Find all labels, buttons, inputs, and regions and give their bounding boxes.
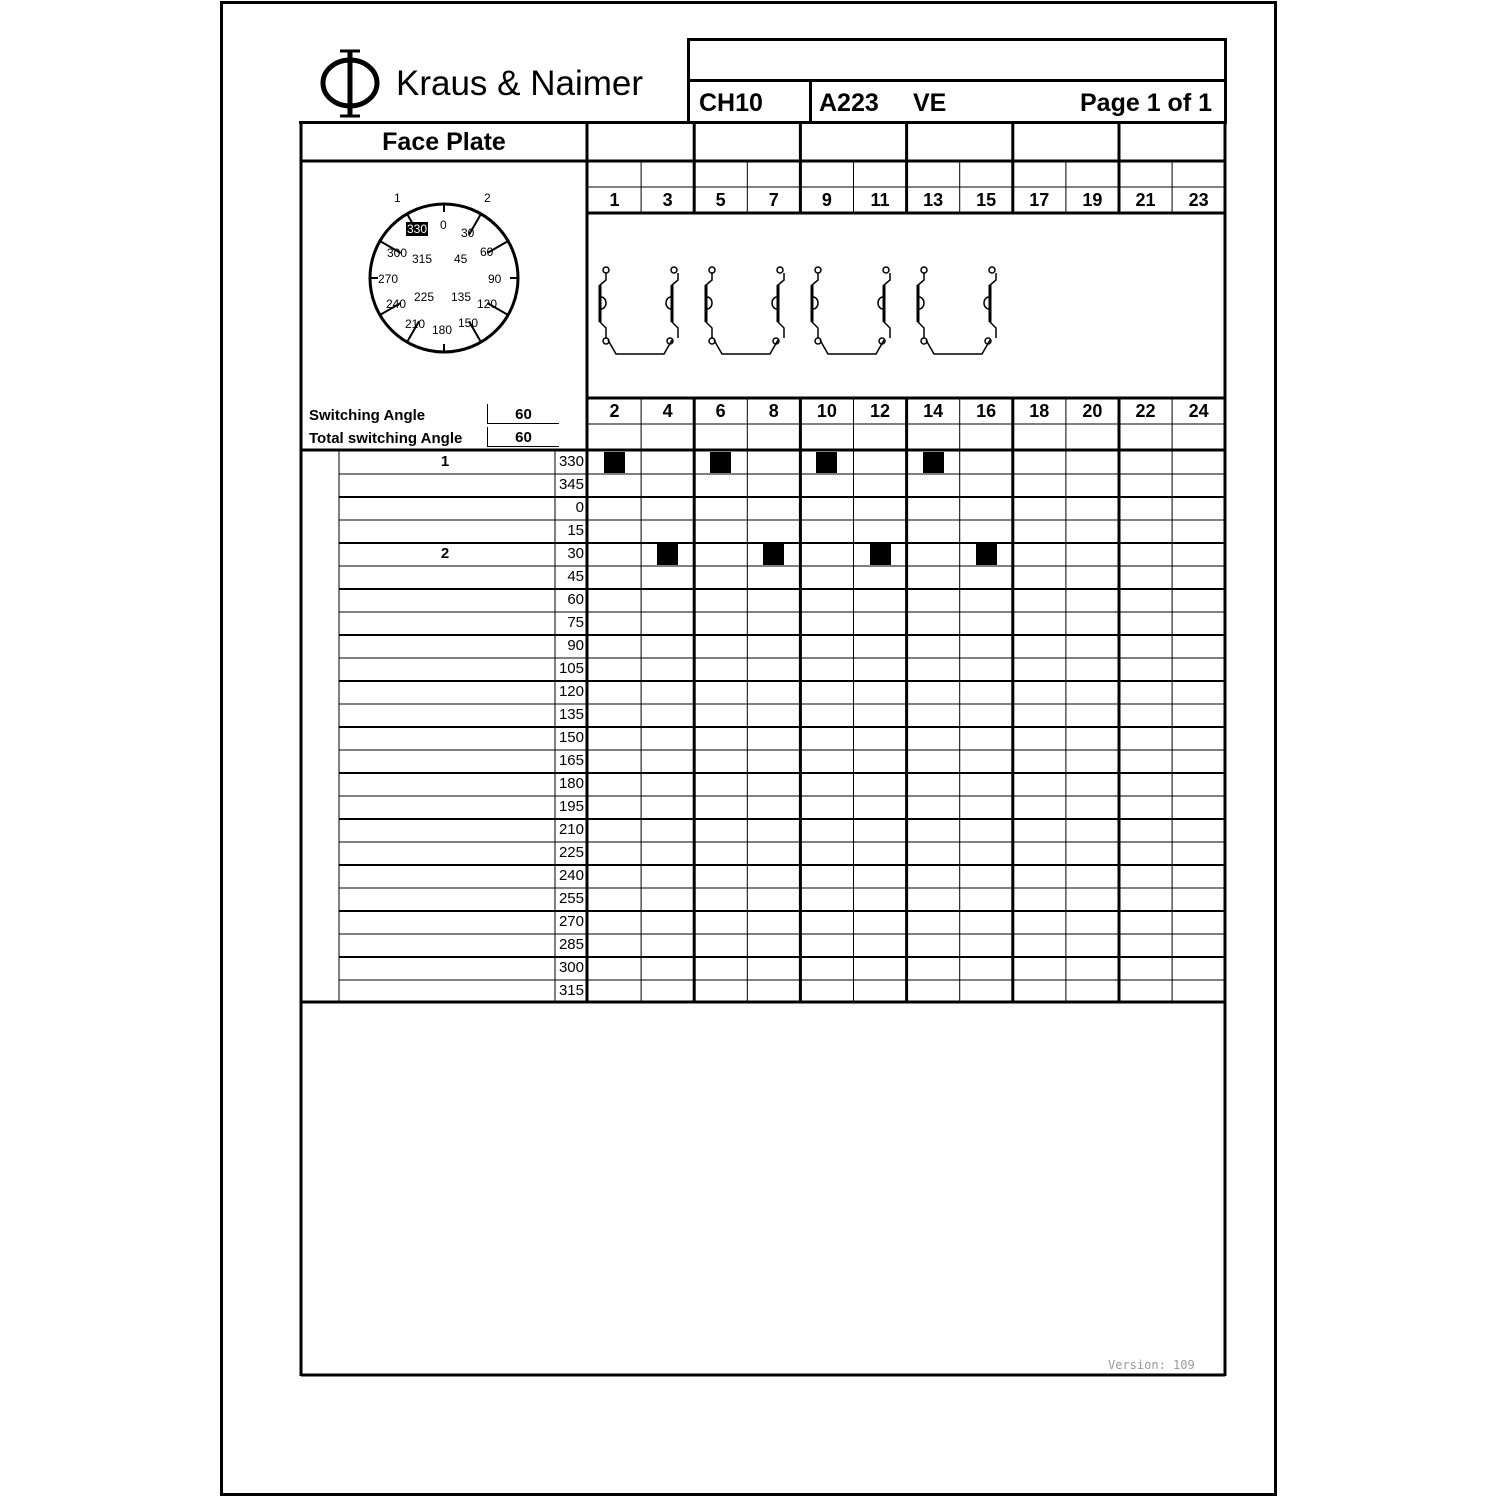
dial-angle-label: 315 [412,252,433,266]
terminal-top-9: 9 [821,190,832,210]
position-angle: 150 [558,729,584,746]
terminal-top-13: 13 [923,190,944,210]
terminal-bottom-14: 14 [923,401,944,421]
total-switching-angle-label: Total switching Angle [309,430,463,447]
dial-angle-label: 300 [387,246,408,260]
position-angle: 195 [558,798,584,815]
terminal-top-23: 23 [1188,190,1209,210]
closed-contact-mark [604,452,625,473]
dial-angle-label: 150 [458,316,479,330]
closed-contact-mark [763,544,784,565]
dial-labels [360,185,530,360]
contact-symbol [600,267,678,354]
terminal-top-11: 11 [870,190,890,210]
position-angle: 285 [558,936,584,953]
header-code-ve: VE [913,89,947,117]
dial-angle-label: 270 [378,272,399,286]
dial-angle-label: 135 [451,290,472,304]
closed-contact-mark [657,544,678,565]
terminal-top-3: 3 [662,190,673,210]
position-angle: 225 [558,844,584,861]
dial-angle-label: 180 [432,323,453,337]
dial-angle-label: 90 [488,272,502,286]
position-angle: 330 [558,453,584,470]
terminal-top-7: 7 [768,190,779,210]
version-label: Version: 109 [1108,1358,1195,1372]
position-angle: 135 [558,706,584,723]
terminal-bottom-6: 6 [715,401,726,421]
face-plate-title: Face Plate [382,128,506,156]
dial-angle-label: 240 [386,297,407,311]
position-angle: 270 [558,913,584,930]
dial-angle-label: 330 [407,222,428,236]
terminal-bottom-16: 16 [976,401,997,421]
dial-angle-label: 45 [454,252,468,266]
brand-name: Kraus & Naimer [396,64,644,103]
terminal-top-17: 17 [1029,190,1050,210]
position-angle: 15 [567,522,584,539]
position-angle: 345 [558,476,584,493]
terminal-top-15: 15 [976,190,997,210]
closed-contact-mark [816,452,837,473]
terminal-bottom-10: 10 [816,401,837,421]
position-label: 2 [440,545,450,562]
total-switching-angle-value: 60 [487,427,559,447]
terminal-bottom-24: 24 [1188,401,1209,421]
dial-angle-label: 210 [405,317,426,331]
terminal-bottom-18: 18 [1029,401,1050,421]
position-angle: 30 [567,545,584,562]
terminal-bottom-2: 2 [609,401,620,421]
position-angle: 90 [567,637,584,654]
header-code-a: A223 [819,89,879,117]
contact-symbol [812,267,890,354]
dial-angle-label: 120 [477,297,498,311]
terminal-bottom-20: 20 [1082,401,1103,421]
position-angle: 105 [558,660,584,677]
terminal-top-5: 5 [715,190,726,210]
position-angle: 180 [558,775,584,792]
dial-position-label: 1 [394,191,401,205]
position-angle: 210 [558,821,584,838]
dial-angle-label: 0 [440,218,447,232]
switching-angle-label: Switching Angle [309,407,426,424]
terminal-bottom-8: 8 [768,401,779,421]
terminal-bottom-4: 4 [662,401,673,421]
closed-contact-mark [976,544,997,565]
terminal-bottom-12: 12 [869,401,891,421]
terminal-top-1: 1 [609,190,620,210]
closed-contact-mark [710,452,731,473]
position-angle: 315 [558,982,584,999]
position-angle: 75 [567,614,584,631]
closed-contact-mark [923,452,944,473]
position-angle: 60 [567,591,584,608]
dial-angle-label: 30 [461,226,475,240]
terminal-top-19: 19 [1082,190,1103,210]
position-angle: 165 [558,752,584,769]
position-angle: 0 [575,499,584,516]
position-angle: 300 [558,959,584,976]
position-angle: 45 [567,568,584,585]
contact-symbol [706,267,784,354]
header-page: Page 1 of 1 [1080,89,1212,117]
dial-angle-label: 60 [480,245,494,259]
position-label: 1 [440,453,450,470]
header-code-ch: CH10 [699,89,763,117]
terminal-bottom-22: 22 [1135,401,1156,421]
position-angle: 240 [558,867,584,884]
position-angle: 255 [558,890,584,907]
switching-angle-value: 60 [487,404,559,424]
position-angle: 120 [558,683,584,700]
terminal-top-21: 21 [1135,190,1156,210]
contact-symbol [918,267,996,354]
dial-angle-label: 225 [414,290,435,304]
closed-contact-mark [870,544,891,565]
dial-position-label: 2 [484,191,491,205]
